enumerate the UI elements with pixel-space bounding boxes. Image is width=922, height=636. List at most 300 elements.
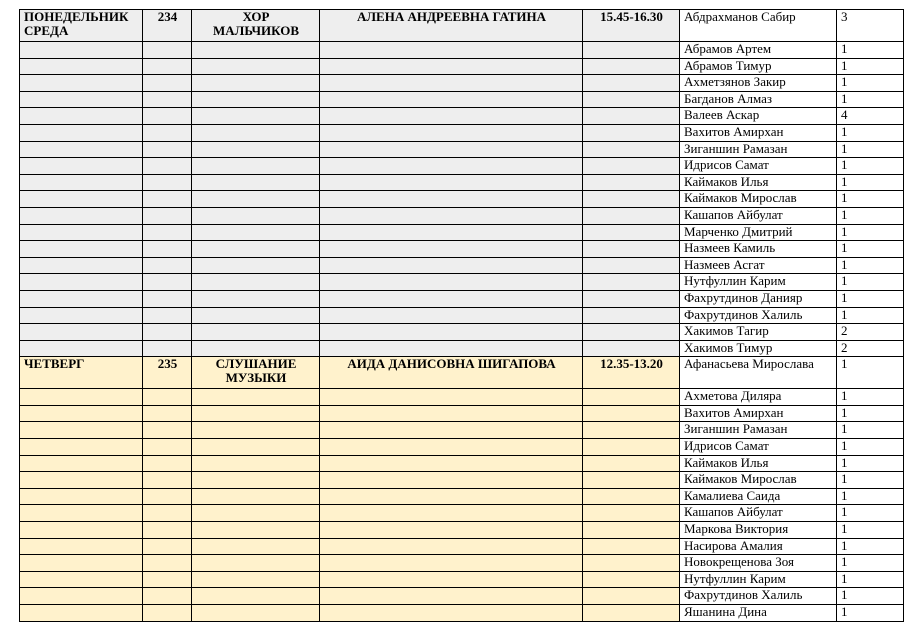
empty-cell bbox=[143, 307, 192, 324]
table-row bbox=[20, 522, 904, 539]
student-count-cell bbox=[837, 10, 904, 42]
empty-cell bbox=[20, 124, 143, 141]
student-count: 1 bbox=[841, 438, 848, 454]
student-count: 1 bbox=[841, 174, 848, 189]
empty-cell bbox=[20, 505, 143, 522]
empty-cell bbox=[20, 75, 143, 92]
empty-cell bbox=[583, 588, 680, 605]
empty-cell bbox=[143, 91, 192, 108]
empty-cell bbox=[192, 340, 320, 357]
table-row bbox=[20, 605, 904, 622]
student-name: Вахитов Амирхан bbox=[684, 405, 784, 420]
empty-cell bbox=[583, 58, 680, 75]
empty-cell bbox=[320, 605, 583, 622]
student-count: 1 bbox=[841, 124, 848, 139]
student-name-cell bbox=[680, 241, 837, 258]
empty-cell bbox=[320, 207, 583, 224]
table-row bbox=[20, 340, 904, 357]
empty-cell bbox=[143, 207, 192, 224]
student-count: 1 bbox=[841, 521, 848, 537]
subject-label-2: МУЗЫКИ bbox=[225, 370, 287, 386]
student-name-cell bbox=[680, 588, 837, 605]
empty-cell bbox=[20, 439, 143, 456]
table-row bbox=[20, 505, 904, 522]
student-name-cell bbox=[680, 124, 837, 141]
empty-cell bbox=[583, 224, 680, 241]
student-count-cell bbox=[837, 488, 904, 505]
empty-cell bbox=[320, 158, 583, 175]
empty-cell bbox=[320, 42, 583, 59]
schedule-body bbox=[20, 10, 904, 622]
teacher-name: АЛЕНА АНДРЕЕВНА ГАТИНА bbox=[356, 9, 547, 24]
student-name-cell bbox=[680, 357, 837, 389]
empty-cell bbox=[583, 91, 680, 108]
student-count-cell bbox=[837, 75, 904, 92]
student-count-cell bbox=[837, 555, 904, 572]
student-name-cell bbox=[680, 58, 837, 75]
student-count: 1 bbox=[841, 290, 848, 305]
empty-cell bbox=[143, 505, 192, 522]
student-count-cell bbox=[837, 588, 904, 605]
empty-cell bbox=[320, 290, 583, 307]
student-name: Багданов Алмаз bbox=[684, 91, 773, 106]
empty-cell bbox=[20, 555, 143, 572]
empty-cell bbox=[20, 538, 143, 555]
empty-cell bbox=[20, 488, 143, 505]
table-row bbox=[20, 75, 904, 92]
empty-cell bbox=[583, 571, 680, 588]
empty-cell bbox=[20, 324, 143, 341]
student-count: 1 bbox=[841, 604, 848, 619]
empty-cell bbox=[143, 124, 192, 141]
student-name: Абдрахманов Сабир bbox=[684, 9, 796, 24]
lesson-time: 12.35-13.20 bbox=[600, 356, 663, 372]
table-row bbox=[20, 274, 904, 291]
empty-cell bbox=[192, 241, 320, 258]
empty-cell bbox=[143, 422, 192, 439]
subject-label-2: МАЛЬЧИКОВ bbox=[212, 23, 300, 38]
day-label: ЧЕТВЕРГ bbox=[24, 356, 85, 372]
empty-cell bbox=[583, 191, 680, 208]
empty-cell bbox=[192, 588, 320, 605]
empty-cell bbox=[320, 439, 583, 456]
student-name-cell bbox=[680, 224, 837, 241]
student-count-cell bbox=[837, 124, 904, 141]
student-count: 1 bbox=[841, 257, 848, 272]
empty-cell bbox=[583, 42, 680, 59]
student-count-cell bbox=[837, 389, 904, 406]
student-name-cell bbox=[680, 389, 837, 406]
empty-cell bbox=[320, 555, 583, 572]
empty-cell bbox=[320, 241, 583, 258]
student-name-cell bbox=[680, 307, 837, 324]
student-count: 1 bbox=[841, 74, 848, 90]
empty-cell bbox=[20, 455, 143, 472]
empty-cell bbox=[320, 538, 583, 555]
student-name-cell bbox=[680, 555, 837, 572]
empty-cell bbox=[583, 241, 680, 258]
empty-cell bbox=[143, 42, 192, 59]
empty-cell bbox=[143, 472, 192, 489]
student-count: 1 bbox=[841, 41, 848, 56]
student-name-cell bbox=[680, 257, 837, 274]
empty-cell bbox=[583, 207, 680, 224]
student-name: Новокрещенова Зоя bbox=[684, 554, 794, 570]
table-row bbox=[20, 141, 904, 158]
student-name-cell bbox=[680, 422, 837, 439]
empty-cell bbox=[192, 522, 320, 539]
empty-cell bbox=[192, 274, 320, 291]
student-count-cell bbox=[837, 439, 904, 456]
empty-cell bbox=[320, 274, 583, 291]
student-count-cell bbox=[837, 522, 904, 539]
day-label-2: СРЕДА bbox=[24, 23, 69, 38]
empty-cell bbox=[20, 274, 143, 291]
student-name-cell bbox=[680, 455, 837, 472]
empty-cell bbox=[20, 522, 143, 539]
student-count-cell bbox=[837, 224, 904, 241]
student-count: 1 bbox=[841, 421, 848, 437]
empty-cell bbox=[583, 108, 680, 125]
empty-cell bbox=[192, 174, 320, 191]
student-name-cell bbox=[680, 324, 837, 341]
empty-cell bbox=[20, 588, 143, 605]
day-cell bbox=[20, 10, 143, 42]
empty-cell bbox=[20, 207, 143, 224]
empty-cell bbox=[20, 91, 143, 108]
student-count: 2 bbox=[841, 323, 848, 339]
table-row bbox=[20, 405, 904, 422]
empty-cell bbox=[192, 571, 320, 588]
empty-cell bbox=[143, 588, 192, 605]
empty-cell bbox=[192, 555, 320, 572]
day-label: ПОНЕДЕЛЬНИК bbox=[24, 9, 129, 24]
empty-cell bbox=[320, 108, 583, 125]
empty-cell bbox=[143, 241, 192, 258]
student-count: 1 bbox=[841, 538, 848, 553]
empty-cell bbox=[192, 207, 320, 224]
empty-cell bbox=[192, 141, 320, 158]
table-row bbox=[20, 207, 904, 224]
empty-cell bbox=[320, 389, 583, 406]
empty-cell bbox=[143, 538, 192, 555]
student-name: Зиганшин Рамазан bbox=[684, 141, 788, 156]
student-name-cell bbox=[680, 91, 837, 108]
lesson-time: 15.45-16.30 bbox=[600, 9, 663, 24]
empty-cell bbox=[143, 488, 192, 505]
table-row bbox=[20, 455, 904, 472]
student-count-cell bbox=[837, 422, 904, 439]
student-count-cell bbox=[837, 571, 904, 588]
student-name-cell bbox=[680, 340, 837, 357]
room-cell bbox=[143, 357, 192, 389]
student-name-cell bbox=[680, 207, 837, 224]
student-count-cell bbox=[837, 241, 904, 258]
empty-cell bbox=[192, 257, 320, 274]
empty-cell bbox=[583, 472, 680, 489]
subject-label: СЛУШАНИЕ bbox=[215, 356, 297, 372]
group-header-row bbox=[20, 357, 904, 389]
empty-cell bbox=[192, 124, 320, 141]
student-name-cell bbox=[680, 538, 837, 555]
empty-cell bbox=[143, 340, 192, 357]
student-count: 1 bbox=[841, 455, 848, 470]
empty-cell bbox=[192, 405, 320, 422]
student-count-cell bbox=[837, 455, 904, 472]
table-row bbox=[20, 91, 904, 108]
student-name: Кашапов Айбулат bbox=[684, 504, 783, 520]
empty-cell bbox=[320, 141, 583, 158]
empty-cell bbox=[143, 555, 192, 572]
empty-cell bbox=[20, 257, 143, 274]
student-name: Идрисов Самат bbox=[684, 438, 769, 454]
empty-cell bbox=[143, 58, 192, 75]
empty-cell bbox=[143, 158, 192, 175]
time-cell bbox=[583, 10, 680, 42]
table-row bbox=[20, 290, 904, 307]
time-cell bbox=[583, 357, 680, 389]
empty-cell bbox=[192, 224, 320, 241]
empty-cell bbox=[143, 290, 192, 307]
empty-cell bbox=[320, 307, 583, 324]
empty-cell bbox=[20, 307, 143, 324]
student-name: Насирова Амалия bbox=[684, 538, 783, 553]
student-name: Марченко Дмитрий bbox=[684, 224, 793, 239]
student-name-cell bbox=[680, 472, 837, 489]
student-name-cell bbox=[680, 274, 837, 291]
student-count-cell bbox=[837, 307, 904, 324]
empty-cell bbox=[20, 405, 143, 422]
student-count: 1 bbox=[841, 504, 848, 520]
empty-cell bbox=[143, 455, 192, 472]
table-row bbox=[20, 241, 904, 258]
table-row bbox=[20, 257, 904, 274]
empty-cell bbox=[20, 422, 143, 439]
student-count-cell bbox=[837, 141, 904, 158]
empty-cell bbox=[320, 191, 583, 208]
subject-cell bbox=[192, 357, 320, 389]
student-name: Каймаков Илья bbox=[684, 174, 769, 189]
table-row bbox=[20, 108, 904, 125]
student-name-cell bbox=[680, 42, 837, 59]
student-count-cell bbox=[837, 274, 904, 291]
student-count: 1 bbox=[841, 488, 848, 503]
table-row bbox=[20, 224, 904, 241]
student-name: Ахметова Диляра bbox=[684, 388, 782, 404]
empty-cell bbox=[320, 488, 583, 505]
table-row bbox=[20, 538, 904, 555]
empty-cell bbox=[192, 108, 320, 125]
student-count: 1 bbox=[841, 224, 848, 239]
table-row bbox=[20, 488, 904, 505]
student-count-cell bbox=[837, 174, 904, 191]
empty-cell bbox=[583, 605, 680, 622]
student-count-cell bbox=[837, 357, 904, 389]
student-count-cell bbox=[837, 91, 904, 108]
empty-cell bbox=[143, 174, 192, 191]
empty-cell bbox=[192, 488, 320, 505]
table-row bbox=[20, 439, 904, 456]
group-header-row bbox=[20, 10, 904, 42]
student-name: Ахметзянов Закир bbox=[684, 74, 786, 90]
empty-cell bbox=[320, 455, 583, 472]
student-name: Назмеев Асгат bbox=[684, 257, 765, 272]
empty-cell bbox=[143, 75, 192, 92]
student-name: Фахрутдинов Халиль bbox=[684, 307, 803, 322]
empty-cell bbox=[583, 340, 680, 357]
empty-cell bbox=[20, 141, 143, 158]
empty-cell bbox=[192, 422, 320, 439]
empty-cell bbox=[583, 522, 680, 539]
empty-cell bbox=[583, 75, 680, 92]
table-row bbox=[20, 588, 904, 605]
student-name-cell bbox=[680, 505, 837, 522]
student-name: Нутфуллин Карим bbox=[684, 571, 786, 586]
empty-cell bbox=[320, 124, 583, 141]
empty-cell bbox=[583, 488, 680, 505]
empty-cell bbox=[583, 124, 680, 141]
student-count-cell bbox=[837, 505, 904, 522]
empty-cell bbox=[320, 340, 583, 357]
student-count: 1 bbox=[841, 91, 848, 106]
empty-cell bbox=[320, 422, 583, 439]
empty-cell bbox=[192, 290, 320, 307]
table-row bbox=[20, 158, 904, 175]
student-name-cell bbox=[680, 290, 837, 307]
student-name: Нутфуллин Карим bbox=[684, 273, 786, 289]
student-count-cell bbox=[837, 290, 904, 307]
empty-cell bbox=[583, 257, 680, 274]
empty-cell bbox=[143, 522, 192, 539]
empty-cell bbox=[143, 191, 192, 208]
empty-cell bbox=[20, 191, 143, 208]
empty-cell bbox=[583, 439, 680, 456]
student-count-cell bbox=[837, 605, 904, 622]
student-name: Яшанина Дина bbox=[684, 604, 767, 619]
empty-cell bbox=[583, 538, 680, 555]
empty-cell bbox=[20, 290, 143, 307]
table-row bbox=[20, 422, 904, 439]
empty-cell bbox=[192, 75, 320, 92]
student-name-cell bbox=[680, 522, 837, 539]
empty-cell bbox=[320, 472, 583, 489]
empty-cell bbox=[20, 605, 143, 622]
student-count: 1 bbox=[841, 587, 848, 603]
empty-cell bbox=[583, 455, 680, 472]
empty-cell bbox=[143, 108, 192, 125]
empty-cell bbox=[192, 91, 320, 108]
student-count-cell bbox=[837, 340, 904, 357]
student-name: Кашапов Айбулат bbox=[684, 207, 783, 222]
empty-cell bbox=[20, 158, 143, 175]
table-row bbox=[20, 555, 904, 572]
schedule-table bbox=[19, 9, 904, 622]
empty-cell bbox=[583, 141, 680, 158]
empty-cell bbox=[20, 241, 143, 258]
student-count: 1 bbox=[841, 356, 848, 372]
student-name: Фахрутдинов Данияр bbox=[684, 290, 803, 305]
empty-cell bbox=[320, 571, 583, 588]
student-name-cell bbox=[680, 488, 837, 505]
student-name-cell bbox=[680, 141, 837, 158]
student-name: Каймаков Мирослав bbox=[684, 471, 797, 487]
student-name: Маркова Виктория bbox=[684, 521, 789, 537]
student-count-cell bbox=[837, 324, 904, 341]
student-name-cell bbox=[680, 10, 837, 42]
empty-cell bbox=[320, 522, 583, 539]
student-count: 2 bbox=[841, 340, 848, 355]
student-count-cell bbox=[837, 207, 904, 224]
empty-cell bbox=[583, 405, 680, 422]
student-count: 1 bbox=[841, 388, 848, 404]
empty-cell bbox=[143, 571, 192, 588]
table-row bbox=[20, 389, 904, 406]
student-name: Зиганшин Рамазан bbox=[684, 421, 788, 437]
empty-cell bbox=[583, 389, 680, 406]
empty-cell bbox=[192, 307, 320, 324]
empty-cell bbox=[320, 58, 583, 75]
empty-cell bbox=[583, 324, 680, 341]
empty-cell bbox=[143, 324, 192, 341]
student-name: Абрамов Тимур bbox=[684, 58, 772, 73]
student-name-cell bbox=[680, 191, 837, 208]
student-name: Хакимов Тимур bbox=[684, 340, 773, 355]
student-count-cell bbox=[837, 191, 904, 208]
student-name: Каймаков Илья bbox=[684, 455, 769, 470]
empty-cell bbox=[320, 91, 583, 108]
student-count: 1 bbox=[841, 471, 848, 487]
empty-cell bbox=[583, 422, 680, 439]
table-row bbox=[20, 42, 904, 59]
student-count-cell bbox=[837, 42, 904, 59]
student-name: Хакимов Тагир bbox=[684, 323, 769, 339]
student-name: Валеев Аскар bbox=[684, 107, 760, 123]
empty-cell bbox=[583, 290, 680, 307]
empty-cell bbox=[20, 108, 143, 125]
empty-cell bbox=[20, 174, 143, 191]
empty-cell bbox=[320, 257, 583, 274]
student-name: Афанасьева Мирослава bbox=[684, 356, 814, 372]
empty-cell bbox=[320, 588, 583, 605]
student-count: 1 bbox=[841, 141, 848, 156]
student-name: Каймаков Мирослав bbox=[684, 190, 797, 206]
student-name: Идрисов Самат bbox=[684, 157, 769, 173]
empty-cell bbox=[20, 472, 143, 489]
student-name-cell bbox=[680, 571, 837, 588]
student-count-cell bbox=[837, 538, 904, 555]
teacher-cell bbox=[320, 10, 583, 42]
student-name: Назмеев Камиль bbox=[684, 240, 776, 256]
empty-cell bbox=[192, 455, 320, 472]
empty-cell bbox=[143, 257, 192, 274]
subject-label: ХОР bbox=[242, 9, 270, 24]
student-name-cell bbox=[680, 174, 837, 191]
student-name: Абрамов Артем bbox=[684, 41, 772, 56]
table-row bbox=[20, 124, 904, 141]
empty-cell bbox=[583, 274, 680, 291]
empty-cell bbox=[20, 571, 143, 588]
table-row bbox=[20, 324, 904, 341]
empty-cell bbox=[192, 439, 320, 456]
empty-cell bbox=[20, 42, 143, 59]
empty-cell bbox=[192, 191, 320, 208]
empty-cell bbox=[583, 174, 680, 191]
teacher-name: АИДА ДАНИСОВНА ШИГАПОВА bbox=[347, 356, 556, 372]
empty-cell bbox=[143, 389, 192, 406]
student-count: 3 bbox=[841, 9, 848, 24]
table-row bbox=[20, 307, 904, 324]
empty-cell bbox=[192, 42, 320, 59]
